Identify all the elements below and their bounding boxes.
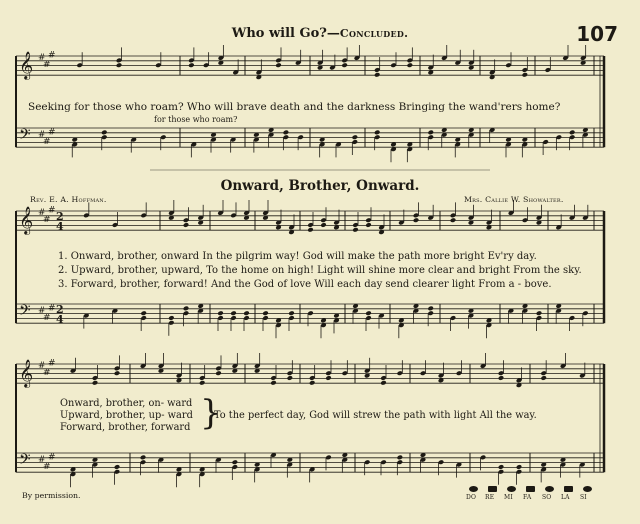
note-head bbox=[230, 310, 236, 316]
note-head bbox=[428, 130, 434, 136]
note-head bbox=[380, 380, 386, 386]
bass-clef: 𝄢 bbox=[19, 451, 31, 472]
sharp-sign: # bbox=[48, 452, 56, 463]
sharp-sign: # bbox=[38, 454, 46, 465]
sharp-sign: # bbox=[38, 53, 46, 63]
sharp-sign: # bbox=[48, 358, 56, 369]
note-head bbox=[309, 380, 315, 386]
note-head bbox=[92, 380, 98, 386]
time-signature-top: 2 bbox=[56, 210, 64, 223]
composer-credit: Mrs. Callie W. Showalter. bbox=[464, 195, 564, 204]
header-title-suffix: Concluded. bbox=[339, 27, 409, 40]
note-head bbox=[140, 455, 146, 461]
treble-clef: 𝄞 bbox=[19, 359, 34, 387]
solfa-shape-so bbox=[545, 486, 554, 492]
sharp-sign: # bbox=[38, 129, 46, 140]
solfa-shape-mi bbox=[507, 486, 516, 492]
chorus-refrain: To the perfect day, God will strew the path with light All the way. bbox=[214, 410, 537, 421]
note-head bbox=[114, 464, 120, 470]
time-signature-bottom: 4 bbox=[56, 220, 64, 233]
note-head bbox=[217, 310, 223, 316]
note-head bbox=[275, 62, 281, 68]
solfa-label-mi: MI bbox=[504, 494, 513, 501]
solfa-label-fa: FA bbox=[523, 494, 532, 501]
note-head bbox=[516, 464, 522, 470]
sharp-sign: # bbox=[48, 127, 56, 138]
note-head bbox=[283, 130, 289, 136]
sharp-sign: # bbox=[43, 137, 51, 147]
sharp-sign: # bbox=[43, 368, 51, 379]
note-head bbox=[101, 130, 107, 136]
solfa-shape-re bbox=[488, 486, 497, 492]
solfa-label-la: LA bbox=[561, 494, 570, 501]
note-head bbox=[183, 222, 189, 228]
sharp-sign: # bbox=[38, 361, 46, 371]
note-head bbox=[498, 375, 504, 381]
chorus-brace: } bbox=[200, 393, 222, 433]
solfa-shape-fa bbox=[526, 486, 535, 492]
note-head bbox=[262, 310, 268, 316]
chorus-line-2: Upward, brother, up- ward bbox=[60, 410, 193, 421]
verse-line-2: 2. Upward, brother, upward, To the home on high! Light will shine more clear and bright From the sky. bbox=[58, 265, 582, 276]
verse-line-3: 3. Forward, brother, forward! And the God of love Will each day send clearer light From a - bove. bbox=[58, 279, 552, 290]
treble-clef: 𝄞 bbox=[19, 51, 34, 79]
hymn-title: Onward, Brother, Onward. bbox=[220, 178, 420, 194]
first-hymn-echo-lyric: for those who roam? bbox=[154, 115, 238, 124]
author-credit: Rev. E. A. Hoffman. bbox=[30, 195, 107, 204]
note-head bbox=[307, 227, 313, 233]
note-head bbox=[540, 375, 546, 381]
note-head bbox=[341, 62, 347, 68]
sharp-sign: # bbox=[43, 462, 51, 472]
note-head bbox=[140, 310, 146, 316]
note-head bbox=[114, 370, 120, 376]
note-head bbox=[427, 306, 433, 312]
sharp-sign: # bbox=[38, 305, 46, 316]
solfa-label-do: DO bbox=[466, 494, 477, 501]
note-head bbox=[243, 310, 249, 316]
note-head bbox=[288, 310, 294, 316]
treble-clef: 𝄞 bbox=[19, 206, 34, 234]
solfa-shape-si bbox=[583, 486, 592, 492]
note-head bbox=[270, 380, 276, 386]
note-head bbox=[522, 72, 528, 78]
note-head bbox=[536, 310, 542, 316]
note-head bbox=[325, 375, 331, 381]
note-head bbox=[365, 222, 371, 228]
chorus-line-3: Forward, brother, forward bbox=[60, 422, 191, 433]
time-signature-bottom: 4 bbox=[56, 313, 64, 326]
sharp-sign: # bbox=[43, 215, 51, 226]
note-head bbox=[374, 72, 380, 78]
chorus-line-1: Onward, brother, on- ward bbox=[60, 398, 193, 409]
solfa-label-si: SI bbox=[580, 494, 587, 501]
note-head bbox=[450, 217, 456, 223]
note-head bbox=[183, 306, 189, 312]
note-head bbox=[168, 315, 174, 321]
page-header-title bbox=[0, 26, 640, 41]
first-hymn-lyric: Seeking for those who roam? Who will brave death and the darkness Bringing the wand'rers home? bbox=[28, 101, 561, 113]
note-head bbox=[352, 227, 358, 233]
note-head bbox=[397, 455, 403, 461]
solfa-shape-la bbox=[564, 486, 573, 492]
note-head bbox=[365, 310, 371, 316]
sharp-sign: # bbox=[48, 50, 56, 61]
note-head bbox=[374, 130, 380, 136]
solfa-shape-do bbox=[469, 486, 478, 492]
note-head bbox=[498, 464, 504, 470]
verse-line-1: 1. Onward, brother, onward In the pilgrim way! God will make the path more bright Ev'ry day. bbox=[58, 251, 537, 262]
sharp-sign: # bbox=[43, 313, 51, 323]
bass-clef: 𝄢 bbox=[19, 302, 31, 323]
sharp-sign: # bbox=[48, 205, 56, 216]
note-head bbox=[199, 380, 205, 386]
note-head bbox=[407, 62, 413, 68]
time-signature-top: 2 bbox=[56, 303, 64, 316]
note-head bbox=[287, 375, 293, 381]
note-head bbox=[320, 222, 326, 228]
solfa-label-so: SO bbox=[542, 494, 552, 501]
page-number: 107 bbox=[576, 22, 618, 46]
permission-note: By permission. bbox=[22, 491, 81, 500]
solfa-label-re: RE bbox=[485, 494, 495, 501]
sharp-sign: # bbox=[48, 303, 56, 314]
note-head bbox=[215, 370, 221, 376]
bass-clef: 𝄢 bbox=[19, 126, 31, 147]
sharp-sign: # bbox=[38, 208, 46, 218]
header-title-main: Who will Go?— bbox=[231, 26, 340, 41]
sharp-sign: # bbox=[43, 60, 51, 71]
note-head bbox=[413, 217, 419, 223]
note-head bbox=[352, 134, 358, 140]
note-head bbox=[116, 62, 122, 68]
note-head bbox=[188, 62, 194, 68]
note-head bbox=[569, 130, 575, 136]
note-head bbox=[232, 459, 238, 465]
